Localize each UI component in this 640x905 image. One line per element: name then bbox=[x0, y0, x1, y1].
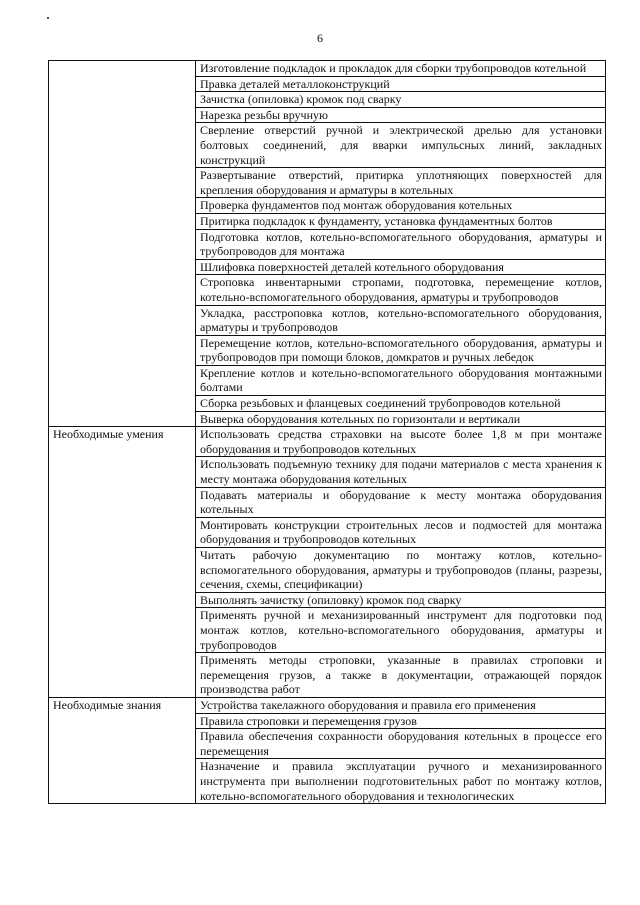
table-cell-item: Использовать подъемную технику для подачи материалов с места хранения к месту монтажа оборудования котельных bbox=[196, 457, 606, 487]
table-cell-item: Сборка резьбовых и фланцевых соединений трубопроводов котельной bbox=[196, 396, 606, 412]
competency-table bbox=[48, 60, 606, 804]
table-cell-item: Выверка оборудования котельных по горизонтали и вертикали bbox=[196, 411, 606, 427]
table-cell-item: Назначение и правила эксплуатации ручного и механизированного инструмента при выполнении подготовительных работ по монтажу котлов, котельно-вспомогательного оборудования и технологических bbox=[196, 759, 606, 804]
table-cell-item: Устройства такелажного оборудования и правила его применения bbox=[196, 697, 606, 713]
table-cell-item: Выполнять зачистку (опиловку) кромок под сварку bbox=[196, 592, 606, 608]
table-cell-item: Правка деталей металлоконструкций bbox=[196, 76, 606, 92]
table-cell-item: Развертывание отверстий, притирка уплотняющих поверхностей для крепления оборудования и арматуры в котельных bbox=[196, 168, 606, 198]
table-cell-item: Правила строповки и перемещения грузов bbox=[196, 713, 606, 729]
table-row bbox=[49, 697, 606, 713]
table-cell-item: Подавать материалы и оборудование к месту монтажа оборудования котельных bbox=[196, 487, 606, 517]
table-cell-item: Применять ручной и механизированный инструмент для подготовки под монтаж котлов, котельно-вспомогательного оборудования, арматуры и трубопроводов bbox=[196, 608, 606, 653]
table-cell-item: Укладка, расстроповка котлов, котельно-вспомогательного оборудования, арматуры и трубопроводов bbox=[196, 305, 606, 335]
table-cell-item: Сверление отверстий ручной и электрической дрелью для установки болтовых соединений, для вварки импульсных линий, закладных конструкций bbox=[196, 123, 606, 168]
table-cell-item: Изготовление подкладок и прокладок для сборки трубопроводов котельной bbox=[196, 61, 606, 77]
table-cell-item: Читать рабочую документацию по монтажу котлов, котельно-вспомогательного оборудования, арматуры и трубопроводов (планы, разрезы, сечения, схемы, спецификации) bbox=[196, 548, 606, 593]
section-label bbox=[49, 61, 196, 427]
page-number: 6 bbox=[317, 31, 323, 45]
table-cell-item: Проверка фундаментов под монтаж оборудования котельных bbox=[196, 198, 606, 214]
scan-speck bbox=[47, 17, 49, 19]
table-cell-item: Шлифовка поверхностей деталей котельного оборудования bbox=[196, 259, 606, 275]
table-cell-item: Строповка инвентарными стропами, подготовка, перемещение котлов, котельно-вспомогательного оборудования, арматуры и трубопроводов bbox=[196, 275, 606, 305]
table-cell-item: Правила обеспечения сохранности оборудования котельных в процессе его перемещения bbox=[196, 729, 606, 759]
table-cell-item: Нарезка резьбы вручную bbox=[196, 107, 606, 123]
table-cell-item: Перемещение котлов, котельно-вспомогательного оборудования, арматуры и трубопроводов при помощи блоков, домкратов и ручных лебедок bbox=[196, 335, 606, 365]
section-label: Необходимые умения bbox=[49, 427, 196, 698]
table-row bbox=[49, 427, 606, 457]
table-cell-item: Применять методы строповки, указанные в правилах строповки и перемещения грузов, а также в документации, отражающей порядок производства работ bbox=[196, 653, 606, 698]
table-cell-item: Крепление котлов и котельно-вспомогательного оборудования монтажными болтами bbox=[196, 365, 606, 395]
table-cell-item: Притирка подкладок к фундаменту, установка фундаментных болтов bbox=[196, 213, 606, 229]
table-cell-item: Монтировать конструкции строительных лесов и подмостей для монтажа оборудования и трубопроводов котельных bbox=[196, 517, 606, 547]
table-body bbox=[49, 61, 606, 804]
table-cell-item: Использовать средства страховки на высоте более 1,8 м при монтаже оборудования и трубопроводов котельных bbox=[196, 427, 606, 457]
section-label: Необходимые знания bbox=[49, 697, 196, 803]
table-cell-item: Подготовка котлов, котельно-вспомогательного оборудования, арматуры и трубопроводов для монтажа bbox=[196, 229, 606, 259]
table-cell-item: Зачистка (опиловка) кромок под сварку bbox=[196, 92, 606, 108]
table-row bbox=[49, 61, 606, 77]
